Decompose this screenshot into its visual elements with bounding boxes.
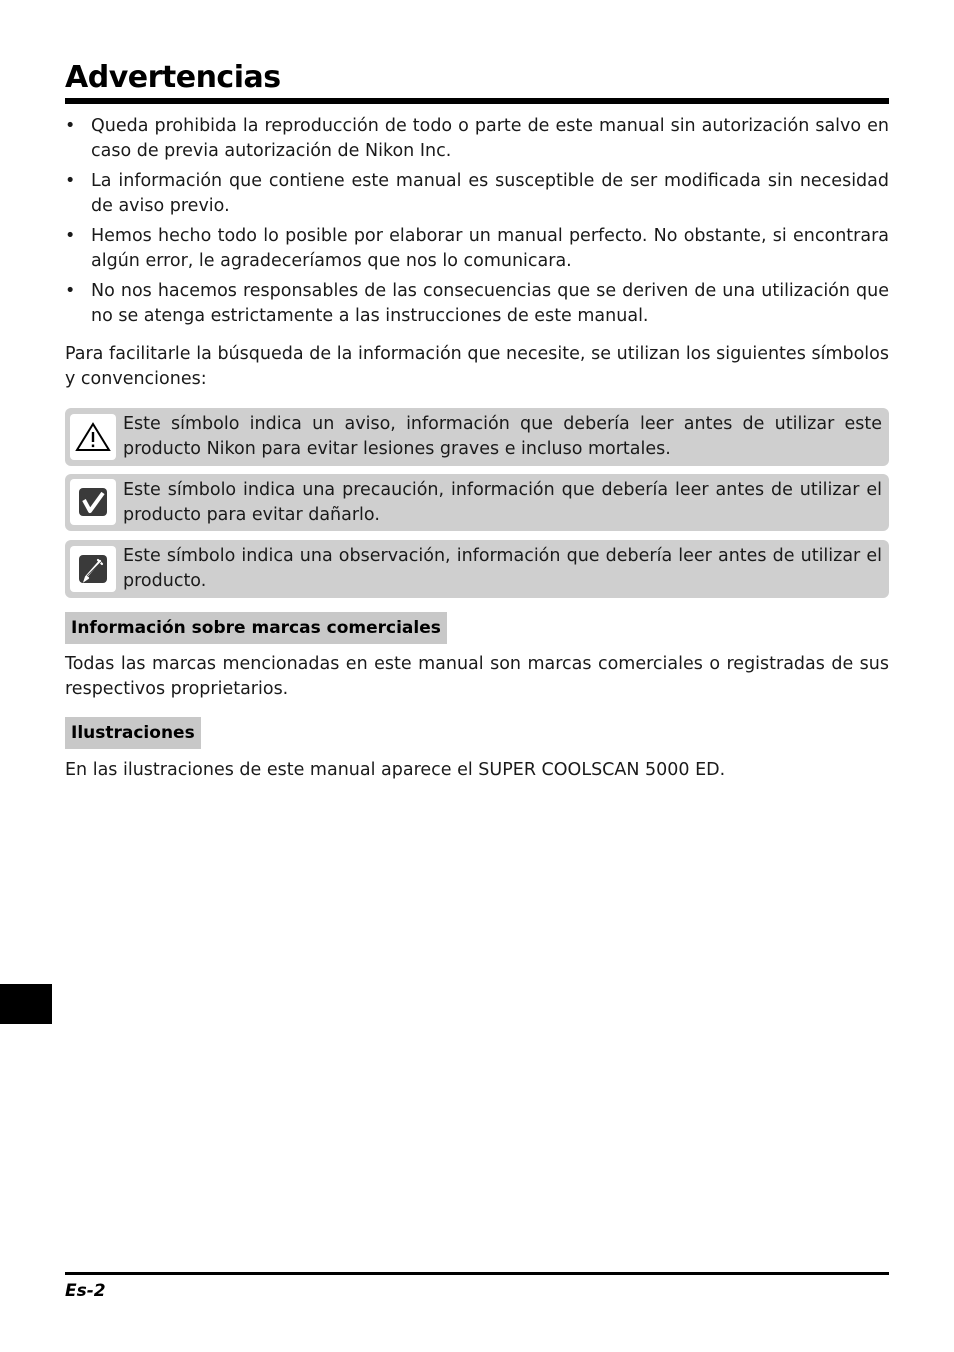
section-tab-marker [0, 984, 52, 1024]
illustrations-heading: Ilustraciones [65, 717, 201, 749]
symbol-note-text: Este símbolo indica una observación, información que debería leer antes de utilizar el producto. [123, 546, 882, 591]
warning-icon [70, 414, 116, 460]
symbol-box-warning [65, 408, 889, 466]
symbol-warning-text: Este símbolo indica un aviso, información que debería leer antes de utilizar este producto Nikon para evitar lesiones graves e incluso mortales. [123, 414, 882, 459]
list-item: • La información que contiene este manual es susceptible de ser modificada sin necesidad de aviso previo. [65, 169, 889, 219]
list-item: • Hemos hecho todo lo posible por elaborar un manual perfecto. No obstante, si encontrara algún error, le agradeceríamos que nos lo comunicara. [65, 224, 889, 274]
trademarks-paragraph: Todas las marcas mencionadas en este manual son marcas comerciales o registradas de sus respectivos proprietarios. [65, 654, 889, 699]
list-item: • Queda prohibida la reproducción de todo o parte de este manual sin autorización salvo en caso de previa autorización de Nikon Inc. [65, 114, 889, 164]
list-item: • No nos hacemos responsables de las consecuencias que se deriven de una utilización que no se atenga estrictamente a las instrucciones de este manual. [65, 279, 889, 329]
illustrations-paragraph: En las ilustraciones de este manual aparece el SUPER COOLSCAN 5000 ED. [65, 760, 726, 780]
symbol-caution-text: Este símbolo indica una precaución, información que debería leer antes de utilizar el producto para evitar dañarlo. [123, 480, 882, 525]
page-number: Es-2 [65, 1281, 106, 1301]
symbol-box-note [65, 540, 889, 598]
page-title: Advertencias [65, 60, 281, 95]
note-pencil-icon [70, 546, 116, 592]
footer-rule [65, 1272, 889, 1275]
title-rule [65, 98, 889, 104]
caution-check-icon [70, 479, 116, 525]
intro-paragraph: Para facilitarle la búsqueda de la información que necesite, se utilizan los siguientes símbolos y convenciones: [65, 344, 889, 389]
symbol-box-caution [65, 474, 889, 531]
trademarks-heading: Información sobre marcas comerciales [65, 612, 447, 644]
warning-list [65, 114, 889, 334]
